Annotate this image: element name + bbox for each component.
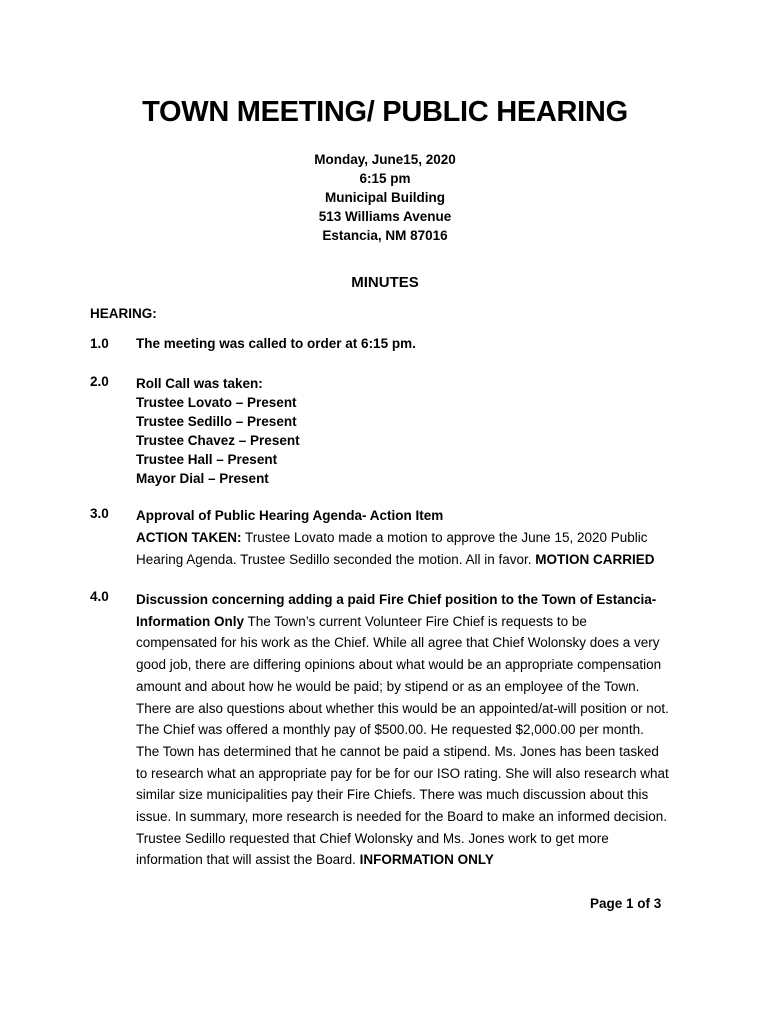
meeting-location: Municipal Building bbox=[325, 190, 445, 205]
action-paragraph bbox=[136, 527, 670, 570]
page-number: Page 1 of 3 bbox=[590, 896, 662, 911]
discussion-paragraph bbox=[136, 589, 670, 871]
motion-result: MOTION CARRIED bbox=[535, 551, 655, 567]
item-heading: Roll Call was taken: bbox=[136, 376, 263, 391]
section-label: HEARING: bbox=[90, 306, 157, 321]
item-number: 2.0 bbox=[90, 374, 109, 389]
minutes-heading: MINUTES bbox=[351, 274, 419, 291]
meeting-street-address: 513 Williams Avenue bbox=[318, 209, 452, 224]
discussion-text: The Town’s current Volunteer Fire Chief is requests to be compensated for his work as the Chief. While all agree that Chief Wolonsky does a very good job, there are differing opinions about what would be an appropriate compensation amount and about how he would be paid; by stipend or as an employee of the Town. There are also questions about whether this would be an appointed/at-will position or not. The Chief was offered a monthly pay of $500.00. He requested $2,000.00 per month. The Town has determined that he cannot be paid a stipend. Ms. Jones has been tasked to research what an appropriate pay for be for our ISO rating. She will also research what similar size municipalities pay their Fire Chiefs. There was much discussion about this issue. In summary, more research is needed for the Board to make an informed decision. Trustee Sedillo requested that Chief Wolonsky and Ms. Jones work to get more information that will assist the Board. bbox=[136, 613, 669, 868]
action-label: ACTION TAKEN: bbox=[136, 530, 242, 545]
action-text: Trustee Lovato made a motion to approve the June 15, 2020 Public Hearing Agenda. Trustee Sedillo seconded the motion. All in favor. bbox=[136, 530, 648, 567]
item-number: 1.0 bbox=[90, 336, 109, 351]
roll-call-entry: Trustee Sedillo – Present bbox=[136, 414, 297, 429]
document-title: TOWN MEETING/ PUBLIC HEARING bbox=[142, 96, 628, 128]
roll-call-entry: Trustee Hall – Present bbox=[136, 452, 278, 467]
item-heading: Discussion concerning adding a paid Fire Chief position to the Town of Estancia- Information Only bbox=[136, 592, 657, 629]
item-heading: The meeting was called to order at 6:15 pm. bbox=[136, 336, 416, 351]
roll-call-entry: Trustee Lovato – Present bbox=[136, 395, 297, 410]
meeting-date: Monday, June15, 2020 bbox=[314, 152, 456, 167]
item-number: 4.0 bbox=[90, 589, 109, 604]
item-number: 3.0 bbox=[90, 506, 109, 521]
meeting-time: 6:15 pm bbox=[359, 171, 411, 186]
meeting-details bbox=[0, 150, 770, 245]
item-heading: Approval of Public Hearing Agenda- Action Item bbox=[136, 508, 444, 523]
roll-call-entry: Trustee Chavez – Present bbox=[136, 433, 300, 448]
item-body bbox=[136, 589, 670, 871]
item-body bbox=[136, 506, 670, 570]
information-result: INFORMATION ONLY bbox=[359, 852, 494, 868]
roll-call-block bbox=[136, 374, 670, 488]
meeting-city-state-zip: Estancia, NM 87016 bbox=[322, 228, 448, 243]
roll-call-entry: Mayor Dial – Present bbox=[136, 471, 269, 486]
